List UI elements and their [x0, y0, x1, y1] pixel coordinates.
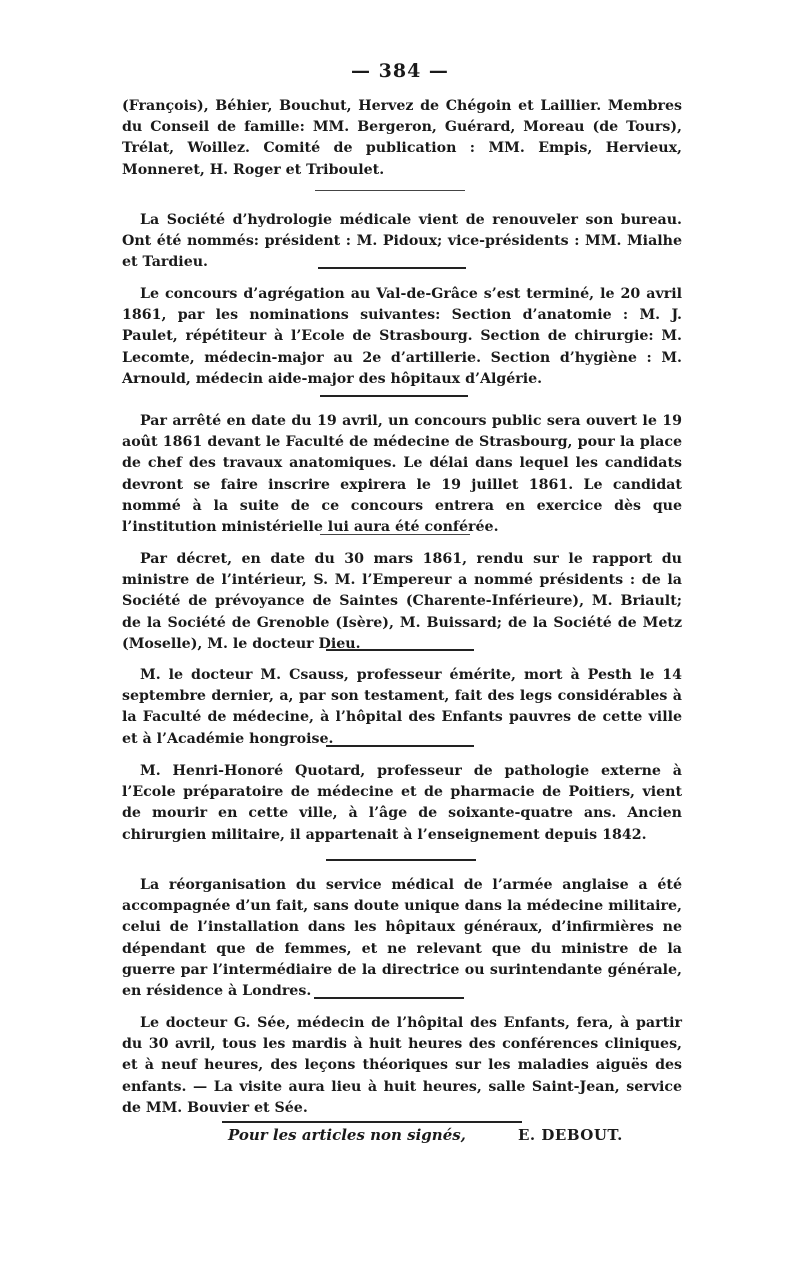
separator-rule: [320, 395, 468, 397]
paragraph-decret: [122, 549, 682, 655]
separator-rule: [326, 859, 476, 861]
paragraph-famille: [122, 96, 682, 181]
separator-rule: [326, 745, 474, 747]
separator-rule: [320, 534, 470, 535]
paragraph-text: Par décret, en date du 30 mars 1861, rendu sur le rapport du ministre de l’intérieur, S. M. l’Empereur a nommé présidents : de la Société de prévoyance de Saintes (Charente-Inférieure), M. Briault; de la Société de Grenoble (Isère), M. Buissard; de la Société de Metz (Moselle), M. le docteur Dieu.: [122, 551, 682, 652]
separator-rule: [318, 267, 466, 269]
signature-author: E. DEBOUT.: [518, 1126, 623, 1144]
separator-rule: [326, 649, 474, 651]
paragraph-see: [122, 1013, 682, 1119]
paragraph-text: Le concours d’agrégation au Val-de-Grâce s’est terminé, le 20 avril 1861, par les nominations suivantes: Section d’anatomie : M. J. Paulet, répétiteur à l’Ecole de Strasbourg. Section de chirurgie: M. Lecomte, médecin-major au 2e d’artillerie. Section d’hygiène : M. Arnould, médecin aide-major des hôpitaux d’Algérie.: [122, 286, 682, 387]
paragraph-armee-anglaise: [122, 875, 682, 1002]
paragraph-csauss: [122, 665, 682, 750]
separator-rule: [314, 997, 464, 999]
signature-note: Pour les articles non signés,: [228, 1126, 466, 1144]
separator-rule: [315, 190, 465, 191]
page-number: — 384 —: [351, 60, 449, 82]
paragraph-concours-strasbourg: [122, 411, 682, 538]
paragraph-text: (François), Béhier, Bouchut, Hervez de Chégoin et Laillier. Membres du Conseil de famille: MM. Bergeron, Guérard, Moreau (de Tours), Trélat, Woillez. Comité de publication : MM. Empis, Hervieux, Monneret, H. Roger et Triboulet.: [122, 98, 682, 178]
paragraph-hydrologie: [122, 210, 682, 274]
paragraph-text: M. Henri-Honoré Quotard, professeur de pathologie externe à l’Ecole préparatoire de médecine et de pharmacie de Poitiers, vient de mourir en cette ville, à l’âge de soixante-quatre ans. Ancien chirurgien militaire, il appartenait à l’enseignement depuis 1842.: [122, 763, 682, 843]
paragraph-text: Par arrêté en date du 19 avril, un concours public sera ouvert le 19 août 1861 devant le Faculté de médecine de Strasbourg, pour la place de chef des travaux anatomiques. Le délai dans lequel les candidats devront se faire inscrire expirera le 19 juillet 1861. Le candidat nommé à la suite de ce concours entrera en exercice dès que l’institution ministérielle lui aura été conférée.: [122, 413, 682, 536]
paragraph-quotard: [122, 761, 682, 846]
paragraph-text: La réorganisation du service médical de l’armée anglaise a été accompagnée d’un fait, sans doute unique dans la médecine militaire, celui de l’installation dans les hôpitaux généraux, d’infirmières ne dépendant que de femmes, et ne relevant que du ministre de la guerre par l’intermédiaire de la directrice ou surintendante générale, en résidence à Londres.: [122, 877, 682, 1000]
paragraph-text: Le docteur G. Sée, médecin de l’hôpital des Enfants, fera, à partir du 30 avril, tous les mardis à huit heures des conférences cliniques, et à neuf heures, des leçons théoriques sur les maladies aiguës des enfants. — La visite aura lieu à huit heures, salle Saint-Jean, service de MM. Bouvier et Sée.: [122, 1015, 682, 1116]
separator-rule: [222, 1121, 522, 1123]
paragraph-text: M. le docteur M. Csauss, professeur émérite, mort à Pesth le 14 septembre dernier, a, par son testament, fait des legs considérables à la Faculté de médecine, à l’hôpital des Enfants pauvres de cette ville et à l’Académie hongroise.: [122, 667, 682, 747]
paragraph-text: La Société d’hydrologie médicale vient de renouveler son bureau. Ont été nommés: président : M. Pidoux; vice-présidents : MM. Mialhe et Tardieu.: [122, 212, 682, 271]
paragraph-agregation: [122, 284, 682, 390]
